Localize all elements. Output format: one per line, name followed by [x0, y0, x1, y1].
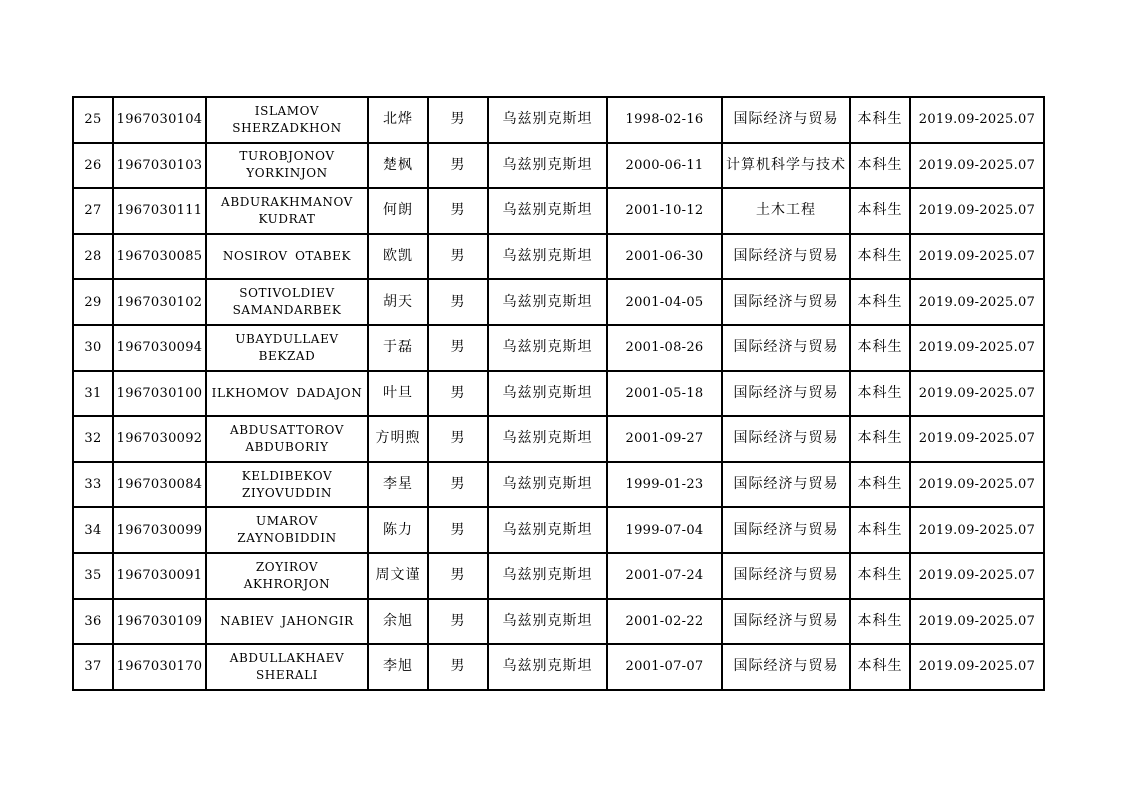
cell-study-period: 2019.09-2025.07 — [910, 143, 1044, 189]
cell-passport-name: ABDURAKHMANOV KUDRAT — [206, 188, 368, 234]
cell-student-level: 本科生 — [850, 462, 910, 508]
cell-gender: 男 — [428, 553, 488, 599]
cell-chinese-name: 北烨 — [368, 97, 428, 143]
cell-major: 国际经济与贸易 — [722, 507, 850, 553]
cell-row-number: 34 — [73, 507, 113, 553]
cell-chinese-name: 李星 — [368, 462, 428, 508]
table-row — [73, 371, 1044, 417]
cell-student-level: 本科生 — [850, 416, 910, 462]
cell-student-id: 1967030100 — [113, 371, 206, 417]
cell-major: 国际经济与贸易 — [722, 599, 850, 645]
cell-chinese-name: 楚枫 — [368, 143, 428, 189]
cell-nationality: 乌兹别克斯坦 — [488, 97, 607, 143]
cell-major: 国际经济与贸易 — [722, 279, 850, 325]
cell-student-id: 1967030094 — [113, 325, 206, 371]
cell-nationality: 乌兹别克斯坦 — [488, 553, 607, 599]
cell-nationality: 乌兹别克斯坦 — [488, 234, 607, 280]
cell-student-level: 本科生 — [850, 188, 910, 234]
cell-student-id: 1967030085 — [113, 234, 206, 280]
table-row — [73, 188, 1044, 234]
cell-chinese-name: 于磊 — [368, 325, 428, 371]
cell-chinese-name: 陈力 — [368, 507, 428, 553]
cell-student-id: 1967030103 — [113, 143, 206, 189]
cell-passport-name: ZOYIROV AKHRORJON — [206, 553, 368, 599]
cell-passport-name: TUROBJONOV YORKINJON — [206, 143, 368, 189]
cell-major: 国际经济与贸易 — [722, 553, 850, 599]
cell-gender: 男 — [428, 462, 488, 508]
cell-student-id: 1967030170 — [113, 644, 206, 690]
table-row — [73, 599, 1044, 645]
table-row — [73, 97, 1044, 143]
cell-study-period: 2019.09-2025.07 — [910, 188, 1044, 234]
cell-row-number: 32 — [73, 416, 113, 462]
cell-passport-name: ILKHOMOV DADAJON — [206, 371, 368, 417]
cell-study-period: 2019.09-2025.07 — [910, 325, 1044, 371]
cell-major: 计算机科学与技术 — [722, 143, 850, 189]
cell-nationality: 乌兹别克斯坦 — [488, 644, 607, 690]
cell-student-level: 本科生 — [850, 279, 910, 325]
cell-row-number: 31 — [73, 371, 113, 417]
cell-birth-date: 1999-07-04 — [607, 507, 722, 553]
cell-study-period: 2019.09-2025.07 — [910, 416, 1044, 462]
cell-student-level: 本科生 — [850, 644, 910, 690]
table-row — [73, 644, 1044, 690]
cell-student-id: 1967030091 — [113, 553, 206, 599]
cell-gender: 男 — [428, 188, 488, 234]
cell-major: 国际经济与贸易 — [722, 325, 850, 371]
cell-birth-date: 1999-01-23 — [607, 462, 722, 508]
cell-major: 国际经济与贸易 — [722, 234, 850, 280]
cell-major: 国际经济与贸易 — [722, 644, 850, 690]
cell-student-level: 本科生 — [850, 553, 910, 599]
cell-passport-name: SOTIVOLDIEV SAMANDARBEK — [206, 279, 368, 325]
cell-study-period: 2019.09-2025.07 — [910, 279, 1044, 325]
cell-passport-name: ABDUSATTOROV ABDUBORIY — [206, 416, 368, 462]
cell-row-number: 36 — [73, 599, 113, 645]
cell-study-period: 2019.09-2025.07 — [910, 599, 1044, 645]
cell-gender: 男 — [428, 599, 488, 645]
cell-gender: 男 — [428, 143, 488, 189]
cell-nationality: 乌兹别克斯坦 — [488, 279, 607, 325]
cell-study-period: 2019.09-2025.07 — [910, 644, 1044, 690]
cell-study-period: 2019.09-2025.07 — [910, 507, 1044, 553]
cell-student-level: 本科生 — [850, 371, 910, 417]
cell-birth-date: 2001-07-07 — [607, 644, 722, 690]
cell-student-id: 1967030111 — [113, 188, 206, 234]
student-roster-table — [72, 96, 1045, 691]
table-row — [73, 553, 1044, 599]
cell-student-id: 1967030092 — [113, 416, 206, 462]
cell-passport-name: ISLAMOV SHERZADKHON — [206, 97, 368, 143]
cell-row-number: 30 — [73, 325, 113, 371]
cell-row-number: 26 — [73, 143, 113, 189]
cell-row-number: 27 — [73, 188, 113, 234]
cell-passport-name: UMAROV ZAYNOBIDDIN — [206, 507, 368, 553]
cell-student-id: 1967030104 — [113, 97, 206, 143]
cell-gender: 男 — [428, 279, 488, 325]
cell-birth-date: 2001-07-24 — [607, 553, 722, 599]
table-row — [73, 416, 1044, 462]
table-body — [73, 97, 1044, 690]
cell-student-id: 1967030102 — [113, 279, 206, 325]
cell-birth-date: 2001-04-05 — [607, 279, 722, 325]
cell-study-period: 2019.09-2025.07 — [910, 234, 1044, 280]
cell-student-id: 1967030109 — [113, 599, 206, 645]
cell-birth-date: 2001-05-18 — [607, 371, 722, 417]
cell-chinese-name: 何朗 — [368, 188, 428, 234]
cell-row-number: 28 — [73, 234, 113, 280]
cell-passport-name: NOSIROV OTABEK — [206, 234, 368, 280]
cell-student-level: 本科生 — [850, 143, 910, 189]
cell-chinese-name: 余旭 — [368, 599, 428, 645]
cell-passport-name: KELDIBEKOV ZIYOVUDDIN — [206, 462, 368, 508]
table-row — [73, 234, 1044, 280]
table-row — [73, 325, 1044, 371]
cell-study-period: 2019.09-2025.07 — [910, 553, 1044, 599]
cell-row-number: 37 — [73, 644, 113, 690]
cell-major: 国际经济与贸易 — [722, 371, 850, 417]
cell-nationality: 乌兹别克斯坦 — [488, 416, 607, 462]
cell-major: 国际经济与贸易 — [722, 416, 850, 462]
cell-nationality: 乌兹别克斯坦 — [488, 325, 607, 371]
cell-row-number: 33 — [73, 462, 113, 508]
cell-nationality: 乌兹别克斯坦 — [488, 599, 607, 645]
cell-student-level: 本科生 — [850, 507, 910, 553]
cell-nationality: 乌兹别克斯坦 — [488, 188, 607, 234]
cell-chinese-name: 李旭 — [368, 644, 428, 690]
cell-student-id: 1967030084 — [113, 462, 206, 508]
cell-row-number: 29 — [73, 279, 113, 325]
cell-major: 国际经济与贸易 — [722, 97, 850, 143]
cell-major: 国际经济与贸易 — [722, 462, 850, 508]
cell-study-period: 2019.09-2025.07 — [910, 371, 1044, 417]
cell-passport-name: NABIEV JAHONGIR — [206, 599, 368, 645]
cell-passport-name: UBAYDULLAEV BEKZAD — [206, 325, 368, 371]
cell-nationality: 乌兹别克斯坦 — [488, 143, 607, 189]
cell-gender: 男 — [428, 371, 488, 417]
cell-chinese-name: 周文谨 — [368, 553, 428, 599]
table-row — [73, 143, 1044, 189]
cell-birth-date: 2001-08-26 — [607, 325, 722, 371]
table-row — [73, 279, 1044, 325]
cell-student-level: 本科生 — [850, 234, 910, 280]
cell-nationality: 乌兹别克斯坦 — [488, 462, 607, 508]
cell-student-level: 本科生 — [850, 325, 910, 371]
cell-chinese-name: 方明煦 — [368, 416, 428, 462]
cell-chinese-name: 胡天 — [368, 279, 428, 325]
cell-study-period: 2019.09-2025.07 — [910, 462, 1044, 508]
cell-gender: 男 — [428, 507, 488, 553]
cell-student-level: 本科生 — [850, 97, 910, 143]
cell-student-level: 本科生 — [850, 599, 910, 645]
cell-birth-date: 2001-02-22 — [607, 599, 722, 645]
cell-chinese-name: 欧凯 — [368, 234, 428, 280]
cell-gender: 男 — [428, 644, 488, 690]
cell-birth-date: 2000-06-11 — [607, 143, 722, 189]
cell-gender: 男 — [428, 416, 488, 462]
cell-gender: 男 — [428, 325, 488, 371]
cell-major: 土木工程 — [722, 188, 850, 234]
cell-birth-date: 2001-10-12 — [607, 188, 722, 234]
cell-row-number: 25 — [73, 97, 113, 143]
cell-study-period: 2019.09-2025.07 — [910, 97, 1044, 143]
cell-birth-date: 1998-02-16 — [607, 97, 722, 143]
cell-birth-date: 2001-06-30 — [607, 234, 722, 280]
table-row — [73, 462, 1044, 508]
cell-chinese-name: 叶旦 — [368, 371, 428, 417]
cell-nationality: 乌兹别克斯坦 — [488, 371, 607, 417]
cell-gender: 男 — [428, 234, 488, 280]
cell-row-number: 35 — [73, 553, 113, 599]
cell-gender: 男 — [428, 97, 488, 143]
cell-birth-date: 2001-09-27 — [607, 416, 722, 462]
cell-passport-name: ABDULLAKHAEV SHERALI — [206, 644, 368, 690]
table-row — [73, 507, 1044, 553]
cell-nationality: 乌兹别克斯坦 — [488, 507, 607, 553]
cell-student-id: 1967030099 — [113, 507, 206, 553]
